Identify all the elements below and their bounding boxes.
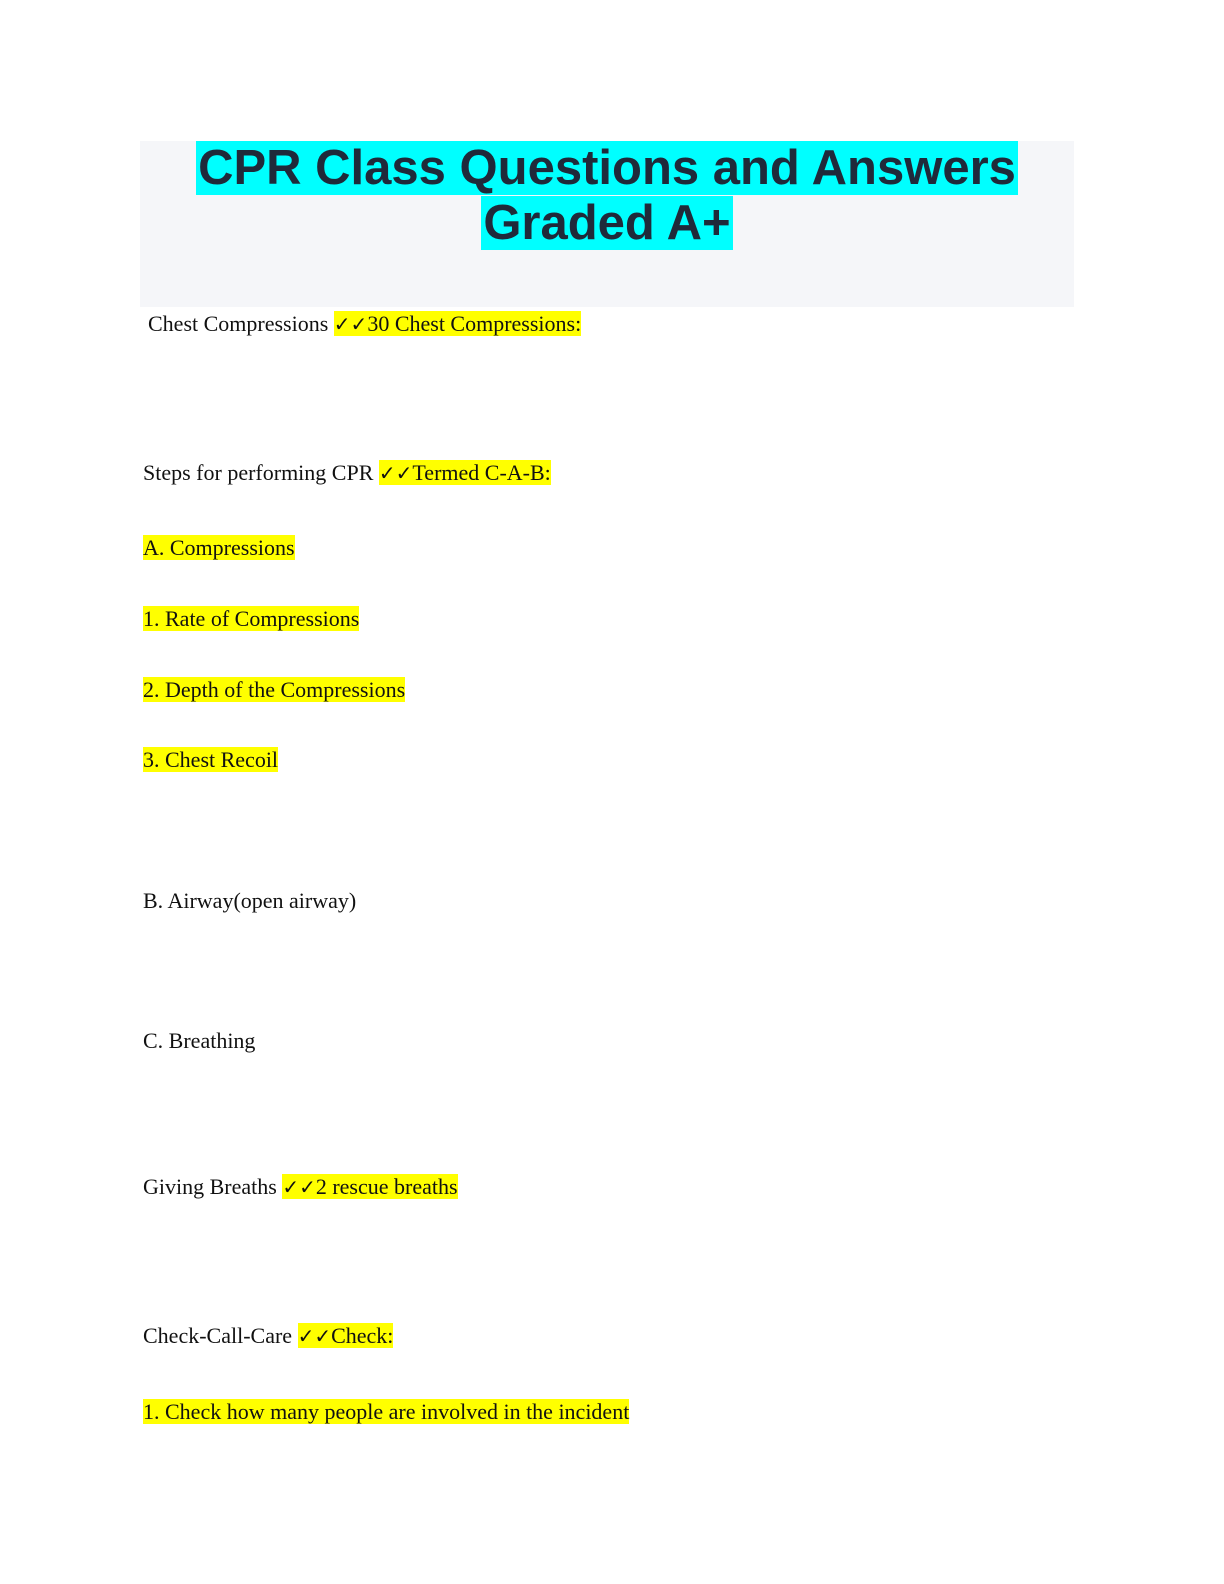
answer-line — [143, 1397, 629, 1427]
plain-line — [143, 886, 356, 916]
question-text: Giving Breaths — [143, 1174, 277, 1199]
check-icon: ✓✓ — [378, 461, 413, 485]
answer-text: 2. Depth of the Compressions — [143, 677, 406, 702]
qa-giving-breaths — [143, 1172, 458, 1202]
check-icon: ✓✓ — [297, 1324, 332, 1348]
question-text: Steps for performing CPR — [143, 460, 374, 485]
plain-text: C. Breathing — [143, 1028, 256, 1053]
answer-line — [143, 745, 278, 775]
question-text: Check-Call-Care — [143, 1323, 293, 1348]
check-icon: ✓✓ — [333, 312, 368, 336]
title-line-1: CPR Class Questions and Answers — [198, 141, 1016, 195]
answer-text: ✓✓2 rescue breaths — [282, 1174, 458, 1199]
check-icon: ✓✓ — [282, 1175, 316, 1199]
answer-text: ✓✓Termed C-A-B: — [378, 460, 551, 485]
answer-text: 3. Chest Recoil — [143, 747, 279, 772]
plain-line — [143, 1026, 255, 1056]
plain-text: B. Airway(open airway) — [143, 888, 357, 913]
answer-text: A. Compressions — [143, 535, 295, 560]
qa-steps-cpr — [143, 458, 551, 488]
answer-text: ✓✓Check: — [297, 1323, 394, 1348]
answer-line — [143, 604, 359, 634]
qa-chest-compressions — [148, 309, 581, 339]
answer-line — [143, 533, 295, 563]
answer-text: 1. Check how many people are involved in the incident — [143, 1399, 630, 1424]
answer-text: ✓✓30 Chest Compressions: — [333, 311, 582, 336]
answer-line — [143, 675, 405, 705]
answer-text: 1. Rate of Compressions — [143, 606, 360, 631]
question-text: Chest Compressions — [148, 311, 329, 336]
title-line-2: Graded A+ — [483, 196, 731, 250]
qa-check-call-care — [143, 1321, 393, 1351]
document-title — [140, 141, 1074, 251]
